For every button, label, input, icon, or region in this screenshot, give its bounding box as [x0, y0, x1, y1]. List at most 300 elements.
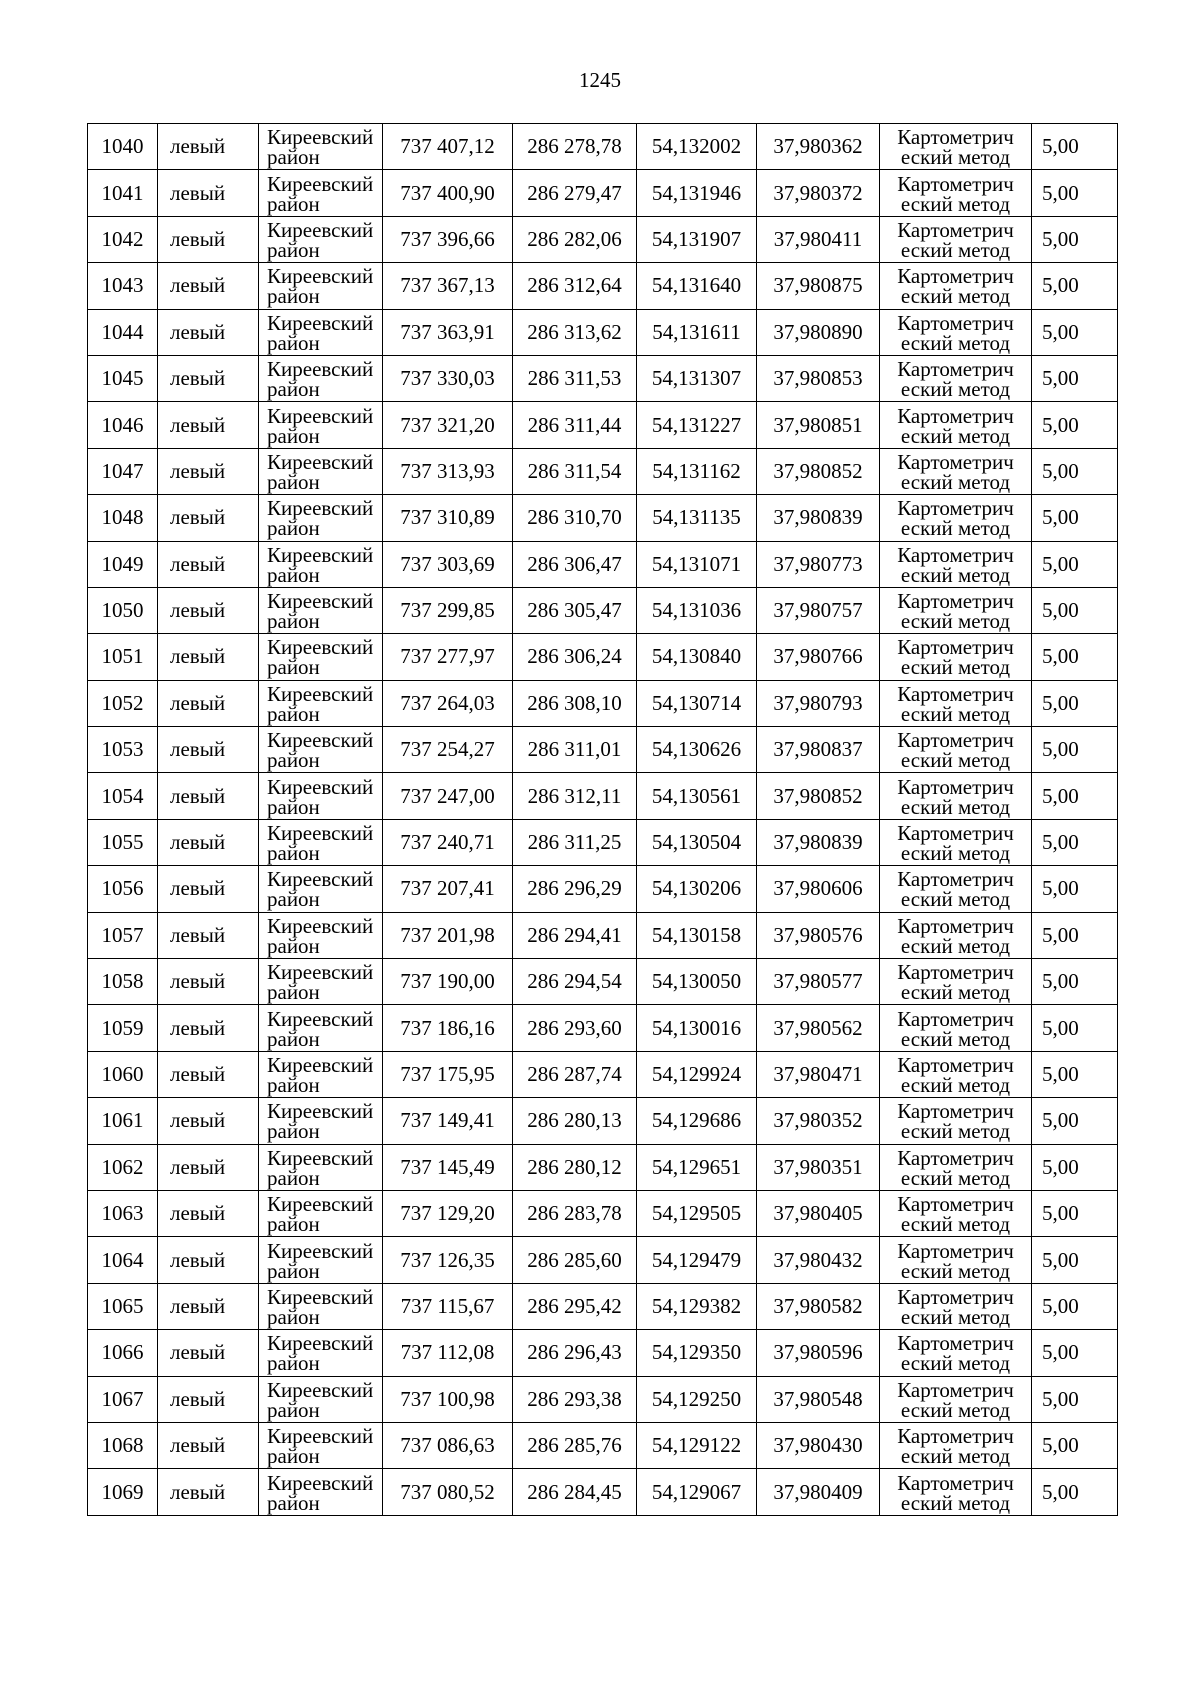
coord-y: 286 311,44 [513, 402, 637, 448]
district-cell [259, 124, 383, 170]
point-number: 1058 [88, 959, 158, 1005]
coord-y: 286 311,25 [513, 819, 637, 865]
accuracy-value: 5,00 [1032, 680, 1118, 726]
longitude: 37,980577 [757, 959, 880, 1005]
method-cell [880, 680, 1032, 726]
method-line-2: еский метод [900, 423, 1011, 448]
method-line-2: еский метод [900, 562, 1011, 587]
point-number: 1059 [88, 1005, 158, 1051]
district-line-2: район [267, 887, 320, 912]
accuracy-value: 5,00 [1032, 959, 1118, 1005]
bank-side: левый [158, 1376, 259, 1422]
table-row [88, 309, 1118, 355]
bank-side: левый [158, 541, 259, 587]
point-number: 1041 [88, 170, 158, 216]
coord-y: 286 279,47 [513, 170, 637, 216]
point-number: 1052 [88, 680, 158, 726]
coord-x: 737 396,66 [383, 216, 513, 262]
method-line-1: Картометрич [897, 496, 1014, 521]
method-line-2: еский метод [900, 980, 1011, 1005]
longitude: 37,980851 [757, 402, 880, 448]
district-line-2: район [267, 562, 320, 587]
method-line-2: еский метод [900, 377, 1011, 402]
bank-side: левый [158, 727, 259, 773]
method-line-2: еский метод [900, 701, 1011, 726]
district-cell [259, 587, 383, 633]
table-row [88, 912, 1118, 958]
district-line-2: район [267, 655, 320, 680]
longitude: 37,980362 [757, 124, 880, 170]
method-line-2: еский метод [900, 516, 1011, 541]
district-cell [259, 1283, 383, 1329]
point-number: 1042 [88, 216, 158, 262]
bank-side: левый [158, 773, 259, 819]
method-cell [880, 1330, 1032, 1376]
latitude: 54,129505 [637, 1190, 757, 1236]
accuracy-value: 5,00 [1032, 587, 1118, 633]
point-number: 1043 [88, 263, 158, 309]
longitude: 37,980890 [757, 309, 880, 355]
latitude: 54,131036 [637, 587, 757, 633]
coord-x: 737 201,98 [383, 912, 513, 958]
bank-side: левый [158, 170, 259, 216]
coord-y: 286 310,70 [513, 495, 637, 541]
table-row [88, 170, 1118, 216]
point-number: 1062 [88, 1144, 158, 1190]
method-line-2: еский метод [900, 933, 1011, 958]
latitude: 54,129250 [637, 1376, 757, 1422]
point-number: 1065 [88, 1283, 158, 1329]
latitude: 54,129382 [637, 1283, 757, 1329]
district-line-2: район [267, 1165, 320, 1190]
method-line-2: еский метод [900, 330, 1011, 355]
coord-y: 286 293,38 [513, 1376, 637, 1422]
accuracy-value: 5,00 [1032, 1190, 1118, 1236]
latitude: 54,130626 [637, 727, 757, 773]
method-cell [880, 355, 1032, 401]
bank-side: левый [158, 1098, 259, 1144]
district-cell [259, 1330, 383, 1376]
latitude: 54,129924 [637, 1051, 757, 1097]
method-cell [880, 1051, 1032, 1097]
coord-x: 737 321,20 [383, 402, 513, 448]
table-row [88, 587, 1118, 633]
district-cell [259, 355, 383, 401]
coord-y: 286 282,06 [513, 216, 637, 262]
latitude: 54,130050 [637, 959, 757, 1005]
method-cell [880, 959, 1032, 1005]
longitude: 37,980352 [757, 1098, 880, 1144]
district-line-1: Киреевский [267, 774, 374, 799]
coord-x: 737 400,90 [383, 170, 513, 216]
district-line-1: Киреевский [267, 357, 374, 382]
method-cell [880, 448, 1032, 494]
latitude: 54,130016 [637, 1005, 757, 1051]
accuracy-value: 5,00 [1032, 263, 1118, 309]
longitude: 37,980548 [757, 1376, 880, 1422]
coord-y: 286 296,29 [513, 866, 637, 912]
point-number: 1064 [88, 1237, 158, 1283]
district-cell [259, 959, 383, 1005]
method-line-1: Картометрич [897, 913, 1014, 938]
coord-y: 286 311,54 [513, 448, 637, 494]
method-line-1: Картометрич [897, 1470, 1014, 1495]
district-line-2: район [267, 516, 320, 541]
table-row [88, 1190, 1118, 1236]
latitude: 54,131611 [637, 309, 757, 355]
method-line-1: Картометрич [897, 1331, 1014, 1356]
method-line-2: еский метод [900, 1212, 1011, 1237]
method-line-2: еский метод [900, 145, 1011, 170]
method-line-1: Картометрич [897, 449, 1014, 474]
table-row [88, 1422, 1118, 1468]
district-line-2: район [267, 1073, 320, 1097]
coord-y: 286 283,78 [513, 1190, 637, 1236]
district-line-2: район [267, 1397, 320, 1422]
bank-side: левый [158, 1190, 259, 1236]
method-cell [880, 263, 1032, 309]
method-line-2: еский метод [900, 1165, 1011, 1190]
point-number: 1044 [88, 309, 158, 355]
method-line-1: Картометрич [897, 310, 1014, 335]
district-line-2: район [267, 284, 320, 309]
longitude: 37,980430 [757, 1422, 880, 1468]
coord-x: 737 145,49 [383, 1144, 513, 1190]
latitude: 54,130840 [637, 634, 757, 680]
accuracy-value: 5,00 [1032, 448, 1118, 494]
method-line-1: Картометрич [897, 1424, 1014, 1449]
accuracy-value: 5,00 [1032, 912, 1118, 958]
point-number: 1063 [88, 1190, 158, 1236]
method-line-2: еский метод [900, 1026, 1011, 1051]
method-line-1: Картометрич [897, 1238, 1014, 1263]
coord-x: 737 080,52 [383, 1469, 513, 1515]
method-line-1: Картометрич [897, 960, 1014, 985]
coord-x: 737 363,91 [383, 309, 513, 355]
accuracy-value: 5,00 [1032, 727, 1118, 773]
bank-side: левый [158, 959, 259, 1005]
coord-x: 737 367,13 [383, 263, 513, 309]
bank-side: левый [158, 1144, 259, 1190]
coord-y: 286 294,54 [513, 959, 637, 1005]
accuracy-value: 5,00 [1032, 124, 1118, 170]
district-line-2: район [267, 423, 320, 448]
table-row [88, 727, 1118, 773]
coord-x: 737 240,71 [383, 819, 513, 865]
accuracy-value: 5,00 [1032, 1422, 1118, 1468]
table-row [88, 541, 1118, 587]
longitude: 37,980837 [757, 727, 880, 773]
coord-y: 286 311,53 [513, 355, 637, 401]
district-line-2: район [267, 377, 320, 402]
method-line-2: еский метод [900, 1258, 1011, 1283]
district-cell [259, 773, 383, 819]
district-line-1: Киреевский [267, 1192, 374, 1217]
district-line-2: район [267, 1119, 320, 1144]
method-cell [880, 1190, 1032, 1236]
point-number: 1067 [88, 1376, 158, 1422]
coord-x: 737 126,35 [383, 1237, 513, 1283]
latitude: 54,131135 [637, 495, 757, 541]
coord-x: 737 264,03 [383, 680, 513, 726]
table-row [88, 1283, 1118, 1329]
coord-y: 286 305,47 [513, 587, 637, 633]
page-number: 1245 [579, 68, 621, 92]
accuracy-value: 5,00 [1032, 1469, 1118, 1515]
point-number: 1048 [88, 495, 158, 541]
method-line-2: еский метод [900, 841, 1011, 866]
method-line-2: еский метод [900, 887, 1011, 912]
bank-side: левый [158, 448, 259, 494]
district-line-1: Киреевский [267, 403, 374, 428]
table-row [88, 959, 1118, 1005]
district-cell [259, 1051, 383, 1097]
coord-y: 286 280,12 [513, 1144, 637, 1190]
accuracy-value: 5,00 [1032, 1376, 1118, 1422]
bank-side: левый [158, 495, 259, 541]
coord-y: 286 308,10 [513, 680, 637, 726]
latitude: 54,130714 [637, 680, 757, 726]
district-cell [259, 309, 383, 355]
coord-y: 286 306,47 [513, 541, 637, 587]
coord-x: 737 086,63 [383, 1422, 513, 1468]
district-line-1: Киреевский [267, 1099, 374, 1124]
district-line-1: Киреевский [267, 728, 374, 753]
method-line-1: Картометрич [897, 1053, 1014, 1077]
method-line-2: еский метод [900, 191, 1011, 216]
coordinates-table [87, 123, 1118, 1516]
coord-x: 737 303,69 [383, 541, 513, 587]
latitude: 54,132002 [637, 124, 757, 170]
method-cell [880, 1144, 1032, 1190]
district-cell [259, 1237, 383, 1283]
table-row [88, 355, 1118, 401]
district-line-2: район [267, 469, 320, 494]
longitude: 37,980757 [757, 587, 880, 633]
bank-side: левый [158, 402, 259, 448]
method-line-1: Картометрич [897, 1145, 1014, 1170]
table-row [88, 773, 1118, 819]
point-number: 1040 [88, 124, 158, 170]
district-line-1: Киреевский [267, 171, 374, 196]
district-cell [259, 819, 383, 865]
district-line-2: район [267, 1026, 320, 1051]
coord-y: 286 306,24 [513, 634, 637, 680]
latitude: 54,129686 [637, 1098, 757, 1144]
method-cell [880, 124, 1032, 170]
bank-side: левый [158, 1005, 259, 1051]
coord-x: 737 207,41 [383, 866, 513, 912]
district-cell [259, 727, 383, 773]
district-line-2: район [267, 841, 320, 866]
coord-x: 737 299,85 [383, 587, 513, 633]
coord-y: 286 293,60 [513, 1005, 637, 1051]
district-line-1: Киреевский [267, 821, 374, 846]
district-line-1: Киреевский [267, 1331, 374, 1356]
coord-x: 737 175,95 [383, 1051, 513, 1097]
coord-y: 286 287,74 [513, 1051, 637, 1097]
table-row [88, 1237, 1118, 1283]
accuracy-value: 5,00 [1032, 1144, 1118, 1190]
longitude: 37,980411 [757, 216, 880, 262]
coord-x: 737 407,12 [383, 124, 513, 170]
district-line-2: район [267, 933, 320, 958]
latitude: 54,131162 [637, 448, 757, 494]
method-line-1: Картометрич [897, 403, 1014, 428]
table-row [88, 1469, 1118, 1515]
longitude: 37,980839 [757, 495, 880, 541]
table-row [88, 1098, 1118, 1144]
district-line-1: Киреевский [267, 1424, 374, 1449]
method-line-2: еский метод [900, 1444, 1011, 1469]
district-line-1: Киреевский [267, 1284, 374, 1309]
longitude: 37,980875 [757, 263, 880, 309]
bank-side: левый [158, 124, 259, 170]
method-line-1: Картометрич [897, 542, 1014, 567]
district-line-1: Киреевский [267, 1006, 374, 1031]
longitude: 37,980576 [757, 912, 880, 958]
method-line-2: еский метод [900, 1490, 1011, 1515]
table-row [88, 1330, 1118, 1376]
accuracy-value: 5,00 [1032, 773, 1118, 819]
district-line-1: Киреевский [267, 542, 374, 567]
district-cell [259, 866, 383, 912]
point-number: 1054 [88, 773, 158, 819]
coord-y: 286 294,41 [513, 912, 637, 958]
district-line-1: Киреевский [267, 635, 374, 660]
district-cell [259, 1098, 383, 1144]
accuracy-value: 5,00 [1032, 1005, 1118, 1051]
method-cell [880, 819, 1032, 865]
bank-side: левый [158, 355, 259, 401]
method-cell [880, 1469, 1032, 1515]
district-line-1: Киреевский [267, 589, 374, 614]
bank-side: левый [158, 634, 259, 680]
accuracy-value: 5,00 [1032, 309, 1118, 355]
method-cell [880, 495, 1032, 541]
method-cell [880, 1005, 1032, 1051]
accuracy-value: 5,00 [1032, 1051, 1118, 1097]
district-line-2: район [267, 748, 320, 773]
district-cell [259, 170, 383, 216]
accuracy-value: 5,00 [1032, 495, 1118, 541]
district-cell [259, 1005, 383, 1051]
method-line-1: Картометрич [897, 1192, 1014, 1217]
district-line-2: район [267, 794, 320, 819]
table-row [88, 634, 1118, 680]
accuracy-value: 5,00 [1032, 819, 1118, 865]
bank-side: левый [158, 587, 259, 633]
method-line-2: еский метод [900, 655, 1011, 680]
coord-x: 737 313,93 [383, 448, 513, 494]
longitude: 37,980839 [757, 819, 880, 865]
coord-y: 286 296,43 [513, 1330, 637, 1376]
coord-x: 737 330,03 [383, 355, 513, 401]
coord-x: 737 190,00 [383, 959, 513, 1005]
accuracy-value: 5,00 [1032, 1237, 1118, 1283]
bank-side: левый [158, 309, 259, 355]
district-line-2: район [267, 980, 320, 1005]
district-line-1: Киреевский [267, 867, 374, 892]
district-line-2: район [267, 1258, 320, 1283]
method-line-1: Картометрич [897, 1099, 1014, 1124]
table-row [88, 495, 1118, 541]
method-line-1: Картометрич [897, 681, 1014, 706]
latitude: 54,130206 [637, 866, 757, 912]
method-line-1: Картометрич [897, 171, 1014, 196]
latitude: 54,129651 [637, 1144, 757, 1190]
longitude: 37,980471 [757, 1051, 880, 1097]
method-line-1: Картометрич [897, 821, 1014, 846]
district-line-2: район [267, 1351, 320, 1376]
method-line-2: еский метод [900, 284, 1011, 309]
longitude: 37,980853 [757, 355, 880, 401]
method-cell [880, 912, 1032, 958]
accuracy-value: 5,00 [1032, 402, 1118, 448]
coord-y: 286 285,60 [513, 1237, 637, 1283]
coord-x: 737 115,67 [383, 1283, 513, 1329]
latitude: 54,131907 [637, 216, 757, 262]
coord-y: 286 284,45 [513, 1469, 637, 1515]
method-line-1: Картометрич [897, 728, 1014, 753]
latitude: 54,129350 [637, 1330, 757, 1376]
bank-side: левый [158, 1051, 259, 1097]
method-line-1: Картометрич [897, 1377, 1014, 1402]
table-row [88, 1005, 1118, 1051]
latitude: 54,130158 [637, 912, 757, 958]
method-cell [880, 1237, 1032, 1283]
longitude: 37,980582 [757, 1283, 880, 1329]
coord-x: 737 100,98 [383, 1376, 513, 1422]
longitude: 37,980562 [757, 1005, 880, 1051]
point-number: 1057 [88, 912, 158, 958]
latitude: 54,131307 [637, 355, 757, 401]
method-line-1: Картометрич [897, 125, 1014, 150]
table-row [88, 448, 1118, 494]
accuracy-value: 5,00 [1032, 866, 1118, 912]
point-number: 1047 [88, 448, 158, 494]
accuracy-value: 5,00 [1032, 1330, 1118, 1376]
coord-y: 286 278,78 [513, 124, 637, 170]
bank-side: левый [158, 263, 259, 309]
coord-x: 737 247,00 [383, 773, 513, 819]
bank-side: левый [158, 216, 259, 262]
district-cell [259, 448, 383, 494]
method-cell [880, 402, 1032, 448]
district-line-1: Киреевский [267, 1470, 374, 1495]
district-line-2: район [267, 191, 320, 216]
bank-side: левый [158, 1469, 259, 1515]
method-line-2: еский метод [900, 237, 1011, 262]
district-line-2: район [267, 145, 320, 170]
district-line-1: Киреевский [267, 264, 374, 289]
point-number: 1061 [88, 1098, 158, 1144]
table-row [88, 1144, 1118, 1190]
table-row [88, 1376, 1118, 1422]
longitude: 37,980852 [757, 448, 880, 494]
method-line-2: еский метод [900, 794, 1011, 819]
district-line-2: район [267, 1304, 320, 1329]
method-cell [880, 309, 1032, 355]
point-number: 1060 [88, 1051, 158, 1097]
longitude: 37,980773 [757, 541, 880, 587]
longitude: 37,980409 [757, 1469, 880, 1515]
method-line-1: Картометрич [897, 1284, 1014, 1309]
point-number: 1056 [88, 866, 158, 912]
table-row [88, 866, 1118, 912]
district-line-2: район [267, 1212, 320, 1237]
accuracy-value: 5,00 [1032, 1283, 1118, 1329]
